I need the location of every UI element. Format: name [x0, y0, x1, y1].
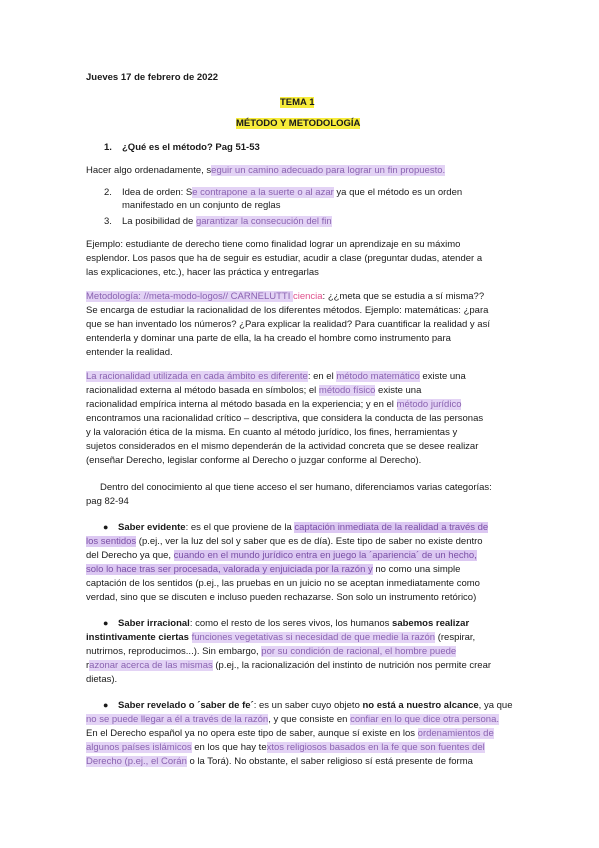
evidente-text: : es el que proviene de la [185, 522, 295, 533]
metodologia-highlight: Metodología: //meta-modo-logos// CARNELUTTI [86, 291, 293, 302]
irracional-bold: instintivamente ciertas [86, 632, 192, 643]
racional-text: racionalidad externa al método basada en símbolos; el [86, 385, 319, 396]
item2-number: 2. [104, 187, 112, 198]
revelado-line-2 [86, 713, 499, 726]
racional-line-1 [86, 370, 466, 383]
revelado-line-4 [86, 741, 485, 754]
irracional-highlight: funciones vegetativas si necesidad de que medie la razón [191, 632, 436, 643]
evidente-line-3 [86, 549, 477, 562]
revelado-text: En el Derecho español ya no opera este tipo de saber, aunque sí existe en los [86, 728, 418, 739]
item3-text: La posibilidad de [122, 216, 196, 227]
evidente-line-4 [86, 563, 460, 576]
revelado-highlight: algunos países islámicos [86, 742, 192, 753]
item2-line1 [122, 186, 462, 199]
revelado-text: en los que hay te [191, 742, 267, 753]
revelado-highlight: no se puede llegar a él a través de la razón [86, 714, 269, 725]
irracional-line-2 [86, 631, 475, 644]
irracional-term: Saber irracional [118, 618, 190, 629]
racional-text: racionalidad empírica interna al método basada en la experiencia; y en el [86, 399, 397, 410]
revelado-line-1 [118, 699, 512, 712]
metodologia-line-2: Se encarga de estudiar la racionalidad de los diferentes métodos. Ejemplo: matemáticas: ¿para [86, 305, 489, 316]
revelado-text: , y que consiste en [268, 714, 351, 725]
item3-highlight: garantizar la consecución del fin [195, 216, 332, 227]
racional-line-5: y la valoración ética de la misma. En cuanto al método jurídico, los fines, herramientas y [86, 427, 458, 438]
metodo-matematico: método matemático [336, 371, 420, 382]
q1-number: 1. [104, 142, 112, 153]
metodo-fisico: método físico [318, 385, 376, 396]
revelado-bold: no está a nuestro alcance [362, 700, 479, 711]
irracional-text: r [86, 660, 90, 671]
evidente-line-2 [86, 535, 483, 548]
irracional-text: nutrirnos, reproducimos...). Sin embargo, [86, 646, 262, 657]
example-line-3: las explicaciones, etc.), hacer las práctica y entregarlas [86, 267, 319, 278]
racional-text: : en el [307, 371, 337, 382]
tema-heading [280, 96, 314, 109]
evidente-line-1 [118, 521, 488, 534]
example-line-2: esplendor. Los pasos que ha de seguir es estudiar, acudir a clase (preguntar dudas, atender a [86, 253, 483, 264]
evidente-text: del Derecho ya que, [86, 550, 174, 561]
evidente-highlight: cuando en el mundo jurídico entra en juego la ´apariencia´ de un hecho, [173, 550, 477, 561]
irracional-text: : como el resto de los seres vivos, los humanos [189, 618, 393, 629]
racional-text: existe una [419, 371, 466, 382]
racional-line-7: (enseñar Derecho, legislar conforme al Derecho o juzgar conforme al Derecho). [86, 455, 422, 466]
evidente-text: (p.ej., ver la luz del sol y saber que es de día). Este tipo de saber no existe dentro [136, 536, 483, 547]
item2-line2: manifestado en un conjunto de reglas [122, 200, 281, 211]
page-title [236, 117, 360, 130]
revelado-highlight: Derecho (p.ej., el Corán [86, 756, 187, 767]
p1-text: Hacer algo ordenadamente, s [86, 165, 212, 176]
revelado-highlight: ordenamientos de [417, 728, 494, 739]
revelado-highlight: xtos religiosos basados en la fe que son fuentes del [266, 742, 485, 753]
evidente-line-5: captación de los sentidos (p.ej., las pruebas en un juicio no se aceptan inmediatamente como [86, 578, 480, 589]
irracional-line-1 [118, 617, 469, 630]
dentro-line-1: Dentro del conocimiento al que tiene acceso el ser humano, diferenciamos varias categorías: [100, 482, 492, 493]
revelado-line-5 [86, 755, 473, 768]
item2-highlight: e contrapone a la suerte o al azar [192, 187, 334, 198]
bullet-icon: ● [103, 522, 109, 532]
racional-highlight: La racionalidad utilizada en cada ámbito es diferente [86, 371, 308, 382]
revelado-term: Saber revelado o ´saber de fe´ [118, 700, 254, 711]
tema-label: TEMA 1 [280, 97, 315, 108]
title-label: MÉTODO Y METODOLOGÍA [236, 118, 361, 129]
item3-number: 3. [104, 216, 112, 227]
item2-text-a: Idea de orden: S [122, 187, 193, 198]
item2-text-c: ya que el método es un orden [333, 187, 463, 198]
example-line-1: Ejemplo: estudiante de derecho tiene como finalidad lograr un aprendizaje en su máximo [86, 239, 461, 250]
irracional-line-3 [86, 645, 456, 658]
irracional-line-4 [86, 659, 491, 672]
metodologia-line-1 [86, 290, 484, 303]
irracional-line-5: dietas). [86, 674, 118, 685]
racional-line-3 [86, 398, 461, 411]
irracional-text: (p.ej., la racionalización del instinto de nutrición nos permite crear [212, 660, 492, 671]
bullet-icon: ● [103, 618, 109, 628]
evidente-term: Saber evidente [118, 522, 186, 533]
metodologia-rest: : ¿¿meta que se estudia a sí misma?? [322, 291, 485, 302]
metodologia-line-3: que se han inventado los números? ¿Para explicar la realidad? Para cuantificar la realidad y así [86, 319, 490, 330]
irracional-bold: sabemos realizar [392, 618, 470, 629]
ciencia-word: ciencia [292, 291, 323, 302]
racional-line-2 [86, 384, 421, 397]
revelado-text: : es un saber cuyo objeto [253, 700, 363, 711]
irracional-text: (respirar, [435, 632, 476, 643]
metodologia-line-5: entender la realidad. [86, 347, 173, 358]
revelado-text: , ya que [478, 700, 513, 711]
date-line: Jueves 17 de febrero de 2022 [86, 72, 219, 83]
q1-heading: ¿Qué es el método? Pag 51-53 [122, 142, 260, 153]
revelado-line-3 [86, 727, 494, 740]
dentro-line-2: pag 82-94 [86, 496, 129, 507]
irracional-highlight: por su condición de racional, el hombre puede [261, 646, 457, 657]
metodo-juridico: método jurídico [396, 399, 462, 410]
p1-highlight: eguir un camino adecuado para lograr un fin propuesto. [211, 165, 446, 176]
item3-line [122, 215, 332, 228]
metodologia-line-4: entenderla y dominar una parte de ella, la ha creado el hombre como instrumento para [86, 333, 451, 344]
evidente-highlight: solo lo hace tras ser procesada, valorada y enjuiciada por la razón y [86, 564, 373, 575]
evidente-highlight: captación inmediata de la realidad a través de [294, 522, 489, 533]
evidente-text: no como una simple [372, 564, 461, 575]
revelado-highlight: confiar en lo que dice otra persona. [350, 714, 499, 725]
evidente-highlight: los sentidos [86, 536, 137, 547]
revelado-text: o la Torá). No obstante, el saber religioso sí está presente de forma [186, 756, 473, 767]
bullet-icon: ● [103, 700, 109, 710]
racional-line-6: sujetos considerados en el mismo dependerán de la actividad concreta que se desee realizar [86, 441, 479, 452]
racional-line-4: encontramos una racionalidad crítico – descriptiva, que considera la conducta de las personas [86, 413, 484, 424]
evidente-line-6: verdad, sino que se discuten e incluso pueden rechazarse. Son solo un instrumento retórico) [86, 592, 477, 603]
irracional-highlight: azonar acerca de las mismas [89, 660, 213, 671]
paragraph-1 [86, 164, 445, 177]
racional-text: existe una [375, 385, 422, 396]
